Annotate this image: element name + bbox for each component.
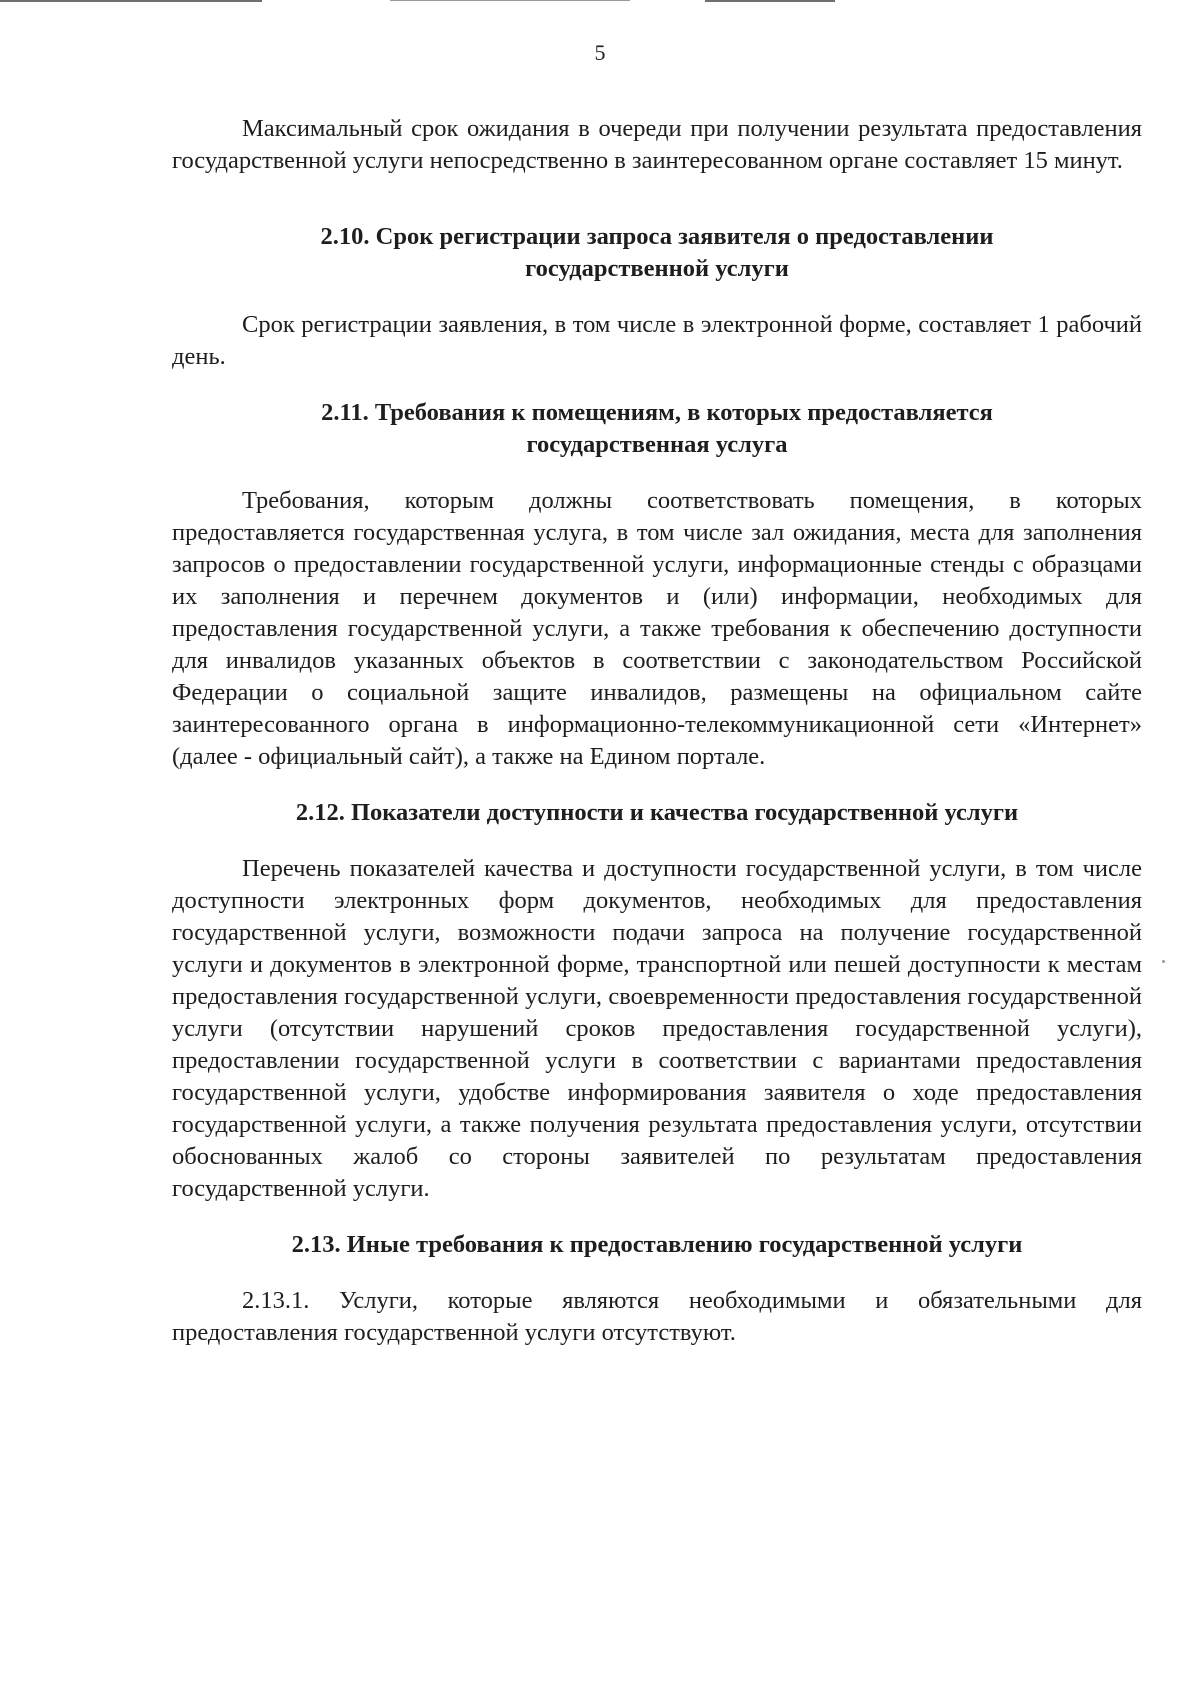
- heading-2-10: [172, 221, 1142, 285]
- heading-2-10-line-2: государственной услуги: [525, 255, 789, 282]
- heading-2-13: 2.13. Иные требования к предоставлению государственной услуги: [291, 1231, 1023, 1258]
- scan-edge-line-left: [0, 0, 262, 2]
- scan-edge-line-center: [390, 0, 630, 1]
- page-number: 5: [594, 40, 606, 65]
- heading-2-10-line-1: 2.10. Срок регистрации запроса заявителя о предоставлении: [320, 223, 994, 250]
- paragraph-queue-wait: Максимальный срок ожидания в очереди при получении результата предоставления государственной услуги непосредственно в заинтересованном органе составляет 15 минут.: [172, 115, 1142, 174]
- heading-2-11-line-2: государственная услуга: [526, 431, 788, 458]
- scan-speck: [1162, 960, 1165, 963]
- paragraph-2-13-1: 2.13.1. Услуги, которые являются необходимыми и обязательными для предоставления государственной услуги отсутствуют.: [172, 1287, 1142, 1346]
- heading-2-12: 2.12. Показатели доступности и качества государственной услуги: [295, 799, 1019, 826]
- scan-edge-line-right: [705, 0, 835, 2]
- heading-2-11-line-1: 2.11. Требования к помещениям, в которых предоставляется: [321, 399, 993, 426]
- heading-2-11: [172, 397, 1142, 461]
- paragraph-quality-indicators: Перечень показателей качества и доступности государственной услуги, в том числе доступности электронных форм документов, необходимых для предоставления государственной услуги, возможности подачи запроса на получение государственной услуги и документов в электронной форме, транспортной или пешей доступности к местам предоставления государственной услуги, своевременности предоставления государственной услуги (отсутствии нарушений сроков предоставления государственной услуги), предоставлении государственной услуги в соответствии с вариантами предоставления государственной услуги, удобстве информирования заявителя о ходе предоставления государственной услуги, а также получения результата предоставления услуги, отсутствии обоснованных жалоб со стороны заявителей по результатам предоставления государственной услуги.: [172, 855, 1142, 1202]
- paragraph-premises-requirements: Требования, которым должны соответствовать помещения, в которых предоставляется государственная услуга, в том числе зал ожидания, места для заполнения запросов о предоставлении государственной услуги, информационные стенды с образцами их заполнения и перечнем документов и (или) информации, необходимых для предоставления государственной услуги, а также требования к обеспечению доступности для инвалидов указанных объектов в соответствии с законодательством Российской Федерации о социальной защите инвалидов, размещены на официальном сайте заинтересованного органа в информационно-телекоммуникационной сети «Интернет» (далее - официальный сайт), а также на Едином портале.: [172, 487, 1142, 770]
- paragraph-registration-term: Срок регистрации заявления, в том числе в электронной форме, составляет 1 рабочий день.: [172, 311, 1142, 370]
- document-body: [172, 113, 1142, 1349]
